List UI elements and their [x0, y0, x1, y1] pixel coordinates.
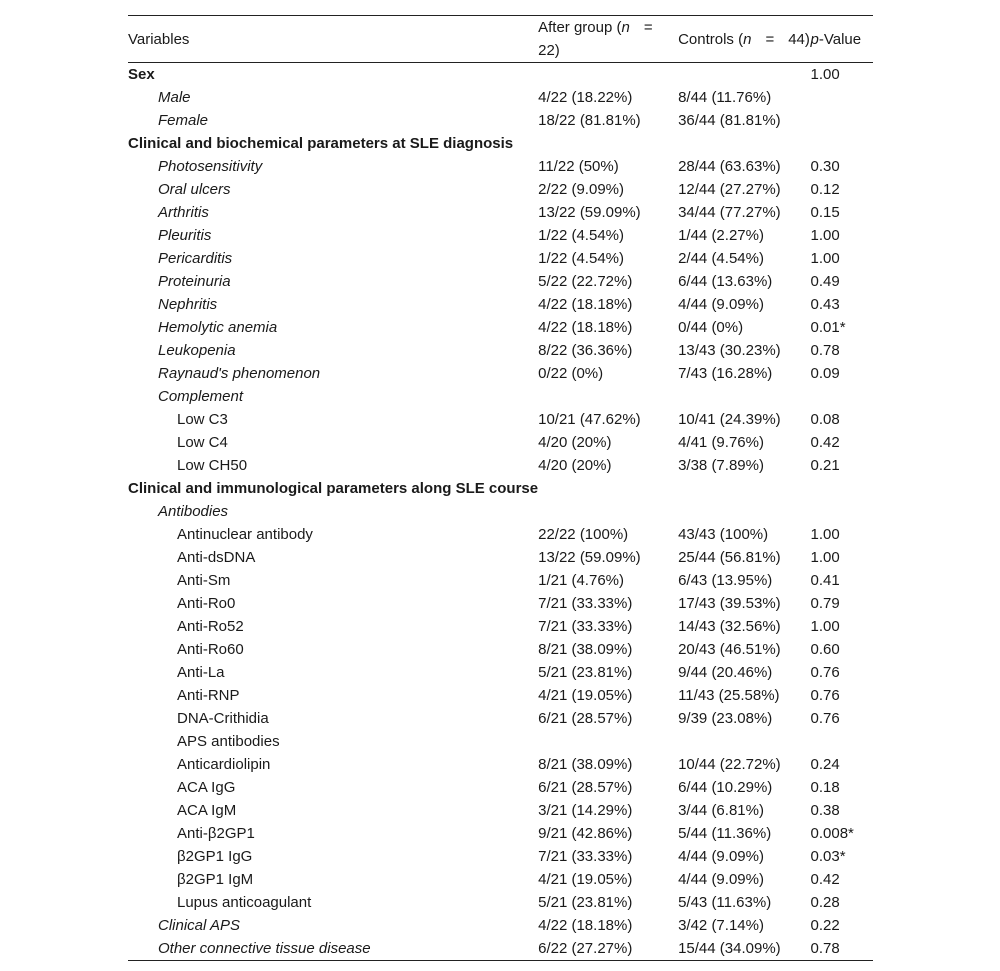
table-row — [128, 592, 873, 615]
row-after-group-value: 4/20 (20%) — [538, 434, 612, 451]
row-p-value: 0.09 — [810, 365, 840, 382]
row-controls-value: 9/39 (23.08%) — [678, 710, 773, 727]
row-controls-value — [678, 477, 810, 500]
row-p-value: 0.15 — [810, 204, 840, 221]
table-row — [128, 546, 873, 569]
row-p-value: 1.00 — [810, 250, 840, 267]
table-row — [128, 661, 873, 684]
row-after-group-value: 7/21 (33.33%) — [538, 618, 633, 635]
table-row — [128, 454, 873, 477]
row-after-group-value: 4/20 (20%) — [538, 457, 612, 474]
row-p-value: 0.01* — [810, 319, 846, 336]
row-after-group-value: 0/22 (0%) — [538, 365, 604, 382]
row-p-value: 0.42 — [810, 871, 840, 888]
row-controls-value: 3/44 (6.81%) — [678, 802, 764, 819]
row-controls-value — [678, 500, 810, 523]
row-label: ACA IgG — [177, 779, 236, 796]
header-after-close: ) — [554, 42, 560, 59]
row-after-group-value: 8/21 (38.09%) — [538, 756, 633, 773]
header-after-n: n — [621, 19, 630, 36]
row-p-value: 0.76 — [810, 687, 840, 704]
row-label: Anticardiolipin — [177, 756, 271, 773]
row-after-group-value: 13/22 (59.09%) — [538, 204, 641, 221]
table-row — [128, 408, 873, 431]
row-after-group-value: 6/21 (28.57%) — [538, 779, 633, 796]
table-row — [128, 822, 873, 845]
row-label: Sex — [128, 66, 155, 83]
row-controls-value: 7/43 (16.28%) — [678, 365, 773, 382]
row-p-value: 0.38 — [810, 802, 840, 819]
row-after-group-value: 6/21 (28.57%) — [538, 710, 633, 727]
row-controls-value — [678, 63, 810, 87]
table-row — [128, 155, 873, 178]
row-label: APS antibodies — [177, 733, 280, 750]
header-after-group-label: After group ( — [538, 19, 622, 36]
row-label: Antibodies — [158, 503, 229, 520]
row-label: Other connective tissue disease — [158, 940, 371, 957]
row-controls-value: 10/41 (24.39%) — [678, 411, 781, 428]
data-table — [128, 15, 873, 961]
table-row — [128, 362, 873, 385]
header-controls-n: n — [743, 30, 752, 48]
row-controls-value: 43/43 (100%) — [678, 526, 769, 543]
row-p-value: 0.78 — [810, 940, 840, 957]
row-p-value — [811, 500, 873, 523]
row-controls-value: 4/44 (9.09%) — [678, 848, 764, 865]
table-row — [128, 707, 873, 730]
header-variables: Variables — [128, 30, 190, 48]
table-row — [128, 431, 873, 454]
row-after-group-value — [538, 132, 678, 155]
table-row — [128, 270, 873, 293]
row-label: Oral ulcers — [158, 181, 231, 198]
row-label: Clinical APS — [158, 917, 240, 934]
row-after-group-value: 5/22 (22.72%) — [538, 273, 633, 290]
header-p-value — [811, 16, 873, 63]
row-label: Anti-Ro60 — [177, 641, 244, 658]
table-row — [128, 500, 873, 523]
table-row — [128, 316, 873, 339]
header-controls-label: Controls ( — [678, 30, 744, 48]
row-after-group-value: 4/22 (18.18%) — [538, 319, 633, 336]
row-p-value: 0.76 — [810, 710, 840, 727]
row-controls-value: 25/44 (56.81%) — [678, 549, 781, 566]
row-controls-value: 11/43 (25.58%) — [678, 687, 780, 704]
table-row — [128, 569, 873, 592]
row-label: Photosensitivity — [158, 158, 263, 175]
header-controls-close: ) — [804, 30, 810, 48]
row-after-group-value: 10/21 (47.62%) — [538, 411, 641, 428]
row-label: Arthritis — [158, 204, 209, 221]
row-after-group-value — [538, 500, 678, 523]
row-label: Male — [158, 89, 191, 106]
row-controls-value: 17/43 (39.53%) — [678, 595, 781, 612]
table-row — [128, 201, 873, 224]
row-controls-value: 3/42 (7.14%) — [678, 917, 764, 934]
table-row — [128, 730, 873, 753]
table-row — [128, 224, 873, 247]
row-after-group-value: 7/21 (33.33%) — [538, 595, 633, 612]
header-controls-eq: = — [765, 30, 775, 48]
header-after-group — [538, 16, 678, 63]
header-row — [128, 16, 873, 63]
row-after-group-value: 5/21 (23.81%) — [538, 894, 633, 911]
row-label: Anti-La — [177, 664, 225, 681]
row-after-group-value: 8/22 (36.36%) — [538, 342, 633, 359]
table-row — [128, 293, 873, 316]
row-after-group-value: 13/22 (59.09%) — [538, 549, 641, 566]
table-row — [128, 132, 873, 155]
table-row — [128, 799, 873, 822]
row-label: Anti-β2GP1 — [177, 825, 255, 842]
header-p-prefix: p — [810, 30, 819, 48]
table-row — [128, 109, 873, 132]
header-after-n-value: 22 — [538, 42, 555, 59]
row-controls-value: 5/44 (11.36%) — [678, 825, 772, 842]
row-controls-value: 28/44 (63.63%) — [678, 158, 781, 175]
row-p-value — [811, 385, 873, 408]
row-p-value — [811, 86, 873, 109]
row-controls-value: 10/44 (22.72%) — [678, 756, 781, 773]
row-label: Pleuritis — [158, 227, 212, 244]
row-after-group-value: 7/21 (33.33%) — [538, 848, 633, 865]
row-p-value: 0.18 — [810, 779, 840, 796]
row-after-group-value — [538, 63, 678, 87]
row-controls-value — [678, 730, 810, 753]
row-controls-value: 13/43 (30.23%) — [678, 342, 781, 359]
row-label: Hemolytic anemia — [158, 319, 278, 336]
row-label: Antinuclear antibody — [177, 526, 313, 543]
row-after-group-value: 1/22 (4.54%) — [538, 250, 624, 267]
row-label: Lupus anticoagulant — [177, 894, 312, 911]
row-label: Anti-Ro52 — [177, 618, 244, 635]
table-row — [128, 638, 873, 661]
row-controls-value: 6/44 (10.29%) — [678, 779, 773, 796]
row-p-value: 0.03* — [810, 848, 846, 865]
row-controls-value: 2/44 (4.54%) — [678, 250, 764, 267]
row-after-group-value: 5/21 (23.81%) — [538, 664, 633, 681]
header-after-eq: = — [643, 19, 653, 36]
row-label: Raynaud's phenomenon — [158, 365, 321, 382]
row-controls-value: 5/43 (11.63%) — [678, 894, 772, 911]
row-after-group-value: 6/22 (27.27%) — [538, 940, 633, 957]
row-p-value: 0.24 — [810, 756, 840, 773]
row-label: DNA-Crithidia — [177, 710, 269, 727]
row-controls-value: 1/44 (2.27%) — [678, 227, 764, 244]
header-controls — [678, 16, 810, 63]
row-label: Nephritis — [158, 296, 218, 313]
row-p-value — [811, 132, 873, 155]
row-controls-value: 4/44 (9.09%) — [678, 296, 764, 313]
row-p-value: 1.00 — [810, 227, 840, 244]
row-p-value: 0.30 — [810, 158, 840, 175]
row-controls-value: 0/44 (0%) — [678, 319, 744, 336]
header-p-suffix: -Value — [818, 30, 862, 48]
table-row — [128, 891, 873, 914]
row-controls-value: 12/44 (27.27%) — [678, 181, 781, 198]
row-controls-value: 36/44 (81.81%) — [678, 112, 781, 129]
row-p-value — [811, 477, 873, 500]
row-after-group-value: 4/21 (19.05%) — [538, 687, 633, 704]
row-label: ACA IgM — [177, 802, 237, 819]
row-p-value: 0.49 — [810, 273, 840, 290]
row-after-group-value: 4/22 (18.22%) — [538, 89, 633, 106]
row-controls-value: 20/43 (46.51%) — [678, 641, 781, 658]
table-row — [128, 339, 873, 362]
row-label: Anti-Ro0 — [177, 595, 236, 612]
row-after-group-value: 3/21 (14.29%) — [538, 802, 633, 819]
row-p-value: 0.08 — [810, 411, 840, 428]
row-p-value: 0.21 — [810, 457, 840, 474]
row-p-value: 0.12 — [810, 181, 840, 198]
row-controls-value: 14/43 (32.56%) — [678, 618, 781, 635]
row-label: Low C3 — [177, 411, 228, 428]
row-p-value: 0.79 — [810, 595, 840, 612]
table-row — [128, 937, 873, 961]
row-controls-value — [678, 132, 810, 155]
row-label: Low C4 — [177, 434, 228, 451]
row-controls-value: 6/43 (13.95%) — [678, 572, 773, 589]
row-label: Proteinuria — [158, 273, 231, 290]
row-p-value: 1.00 — [810, 618, 840, 635]
row-controls-value: 8/44 (11.76%) — [678, 89, 772, 106]
row-controls-value — [678, 385, 810, 408]
table-row — [128, 523, 873, 546]
row-after-group-value: 8/21 (38.09%) — [538, 641, 633, 658]
table-row — [128, 63, 873, 87]
row-label: Low CH50 — [177, 457, 248, 474]
row-label: β2GP1 IgM — [177, 871, 254, 888]
table-row — [128, 914, 873, 937]
row-after-group-value: 4/22 (18.18%) — [538, 917, 633, 934]
row-label: Clinical and immunological parameters along SLE course — [128, 480, 539, 497]
row-p-value: 0.28 — [810, 894, 840, 911]
row-label: Pericarditis — [158, 250, 233, 267]
table-row — [128, 845, 873, 868]
table-row — [128, 477, 873, 500]
row-p-value: 0.76 — [810, 664, 840, 681]
header-controls-n-value: 44 — [788, 30, 805, 48]
row-after-group-value: 1/22 (4.54%) — [538, 227, 624, 244]
row-after-group-value: 18/22 (81.81%) — [538, 112, 641, 129]
row-controls-value: 4/41 (9.76%) — [678, 434, 764, 451]
row-controls-value: 6/44 (13.63%) — [678, 273, 773, 290]
table-row — [128, 247, 873, 270]
row-p-value: 1.00 — [810, 526, 840, 543]
row-p-value — [811, 109, 873, 132]
row-p-value: 0.008* — [810, 825, 854, 842]
row-label: Anti-dsDNA — [177, 549, 256, 566]
row-after-group-value — [538, 477, 678, 500]
row-after-group-value: 4/22 (18.18%) — [538, 296, 633, 313]
table-row — [128, 178, 873, 201]
row-p-value: 0.22 — [810, 917, 840, 934]
row-after-group-value: 9/21 (42.86%) — [538, 825, 633, 842]
row-label: Female — [158, 112, 209, 129]
row-after-group-value: 2/22 (9.09%) — [538, 181, 624, 198]
row-p-value: 1.00 — [810, 66, 840, 83]
row-p-value: 0.78 — [810, 342, 840, 359]
row-p-value: 0.41 — [810, 572, 840, 589]
row-p-value: 0.60 — [810, 641, 840, 658]
row-controls-value: 34/44 (77.27%) — [678, 204, 781, 221]
table-row — [128, 776, 873, 799]
row-p-value: 1.00 — [810, 549, 840, 566]
row-after-group-value: 1/21 (4.76%) — [538, 572, 624, 589]
row-controls-value: 4/44 (9.09%) — [678, 871, 764, 888]
row-label: Complement — [158, 388, 244, 405]
row-controls-value: 9/44 (20.46%) — [678, 664, 773, 681]
row-after-group-value: 11/22 (50%) — [538, 158, 619, 175]
table-row — [128, 86, 873, 109]
row-after-group-value: 4/21 (19.05%) — [538, 871, 633, 888]
row-label: Leukopenia — [158, 342, 236, 359]
row-label: Clinical and biochemical parameters at SLE diagnosis — [128, 135, 514, 152]
row-controls-value: 3/38 (7.89%) — [678, 457, 764, 474]
row-p-value: 0.43 — [810, 296, 840, 313]
table-row — [128, 615, 873, 638]
table-row — [128, 753, 873, 776]
table-row — [128, 385, 873, 408]
row-controls-value: 15/44 (34.09%) — [678, 940, 781, 957]
table-body — [128, 63, 873, 961]
row-after-group-value: 22/22 (100%) — [538, 526, 629, 543]
row-label: Anti-RNP — [177, 687, 240, 704]
row-after-group-value — [538, 730, 678, 753]
row-label: Anti-Sm — [177, 572, 231, 589]
row-p-value: 0.42 — [810, 434, 840, 451]
table-row — [128, 868, 873, 891]
row-after-group-value — [538, 385, 678, 408]
row-p-value — [811, 730, 873, 753]
table-header — [128, 16, 873, 63]
table-row — [128, 684, 873, 707]
row-label: β2GP1 IgG — [177, 848, 253, 865]
